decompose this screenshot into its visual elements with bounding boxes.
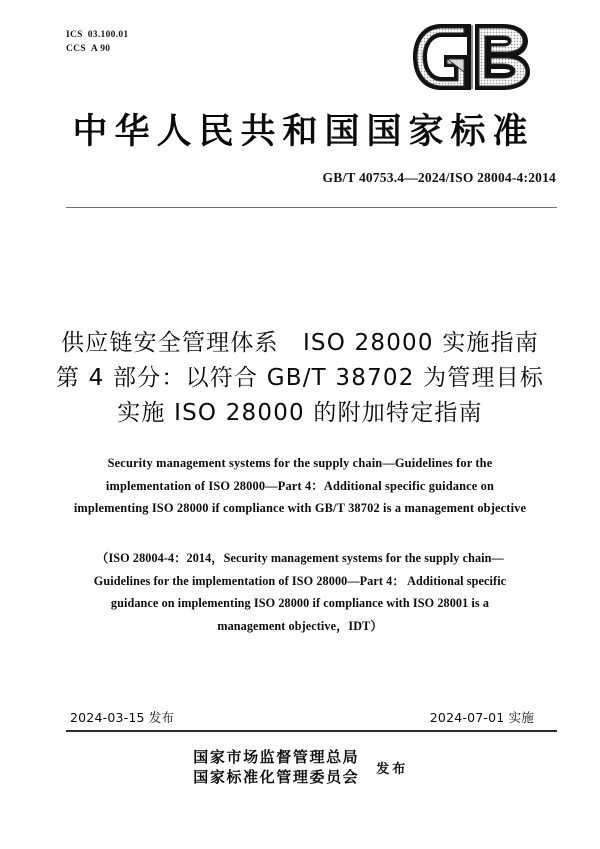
issuing-authority-line2: 国家标准化管理委员会 xyxy=(193,768,360,786)
ics-value: 03.100.01 xyxy=(87,30,129,40)
page-title: 中华人民共和国国家标准 xyxy=(72,111,535,152)
iso-reference-line: Guidelines for the implementation of ISO 28000—Part 4： Additional specific xyxy=(93,573,507,588)
issuing-authority-block xyxy=(0,747,600,787)
chinese-title-block xyxy=(0,326,600,431)
english-title-line: implementing ISO 28000 if compliance with GB/T 38702 is a management objective xyxy=(73,501,527,515)
chinese-title-line: 第 4 部分：以符合 GB/T 38702 为管理目标 xyxy=(55,365,545,391)
iso-reference-block xyxy=(62,547,538,637)
iso-reference-line: management objective，IDT） xyxy=(217,618,383,633)
english-title-block xyxy=(72,452,528,520)
iso-reference-line: guidance on implementing ISO 28000 if compliance with ISO 28001 is a xyxy=(110,596,490,610)
header-divider xyxy=(66,207,557,208)
ics-code-row xyxy=(66,28,128,42)
effective-date: 2024-07-01 实施 xyxy=(429,710,534,725)
publish-label: 发布 xyxy=(376,761,409,777)
issue-date: 2024-03-15 发布 xyxy=(70,710,175,725)
ccs-code-row xyxy=(66,42,128,56)
chinese-title-line: 实施 ISO 28000 的附加特定指南 xyxy=(117,400,483,426)
standard-number: GB/T 40753.4—2024/ISO 28004-4:2014 xyxy=(322,170,556,185)
classification-codes xyxy=(66,28,128,56)
english-title-line: Security management systems for the supply chain—Guidelines for the xyxy=(107,456,493,470)
issuing-authority-line1: 国家市场监督管理总局 xyxy=(193,748,360,766)
footer-divider xyxy=(66,730,557,732)
iso-reference-line: （ISO 28004-4：2014，Security management systems for the supply chain— xyxy=(96,551,504,565)
ics-label: ICS xyxy=(66,30,83,40)
ccs-label: CCS xyxy=(66,44,86,54)
chinese-title-line: 供应链安全管理体系 ISO 28000 实施指南 xyxy=(60,330,540,356)
ccs-value: A 90 xyxy=(90,44,111,54)
gb-emblem-icon xyxy=(411,22,533,92)
issuing-authority-names xyxy=(192,747,360,787)
english-title-line: implementation of ISO 28000—Part 4：Additional specific guidance on xyxy=(105,478,495,493)
